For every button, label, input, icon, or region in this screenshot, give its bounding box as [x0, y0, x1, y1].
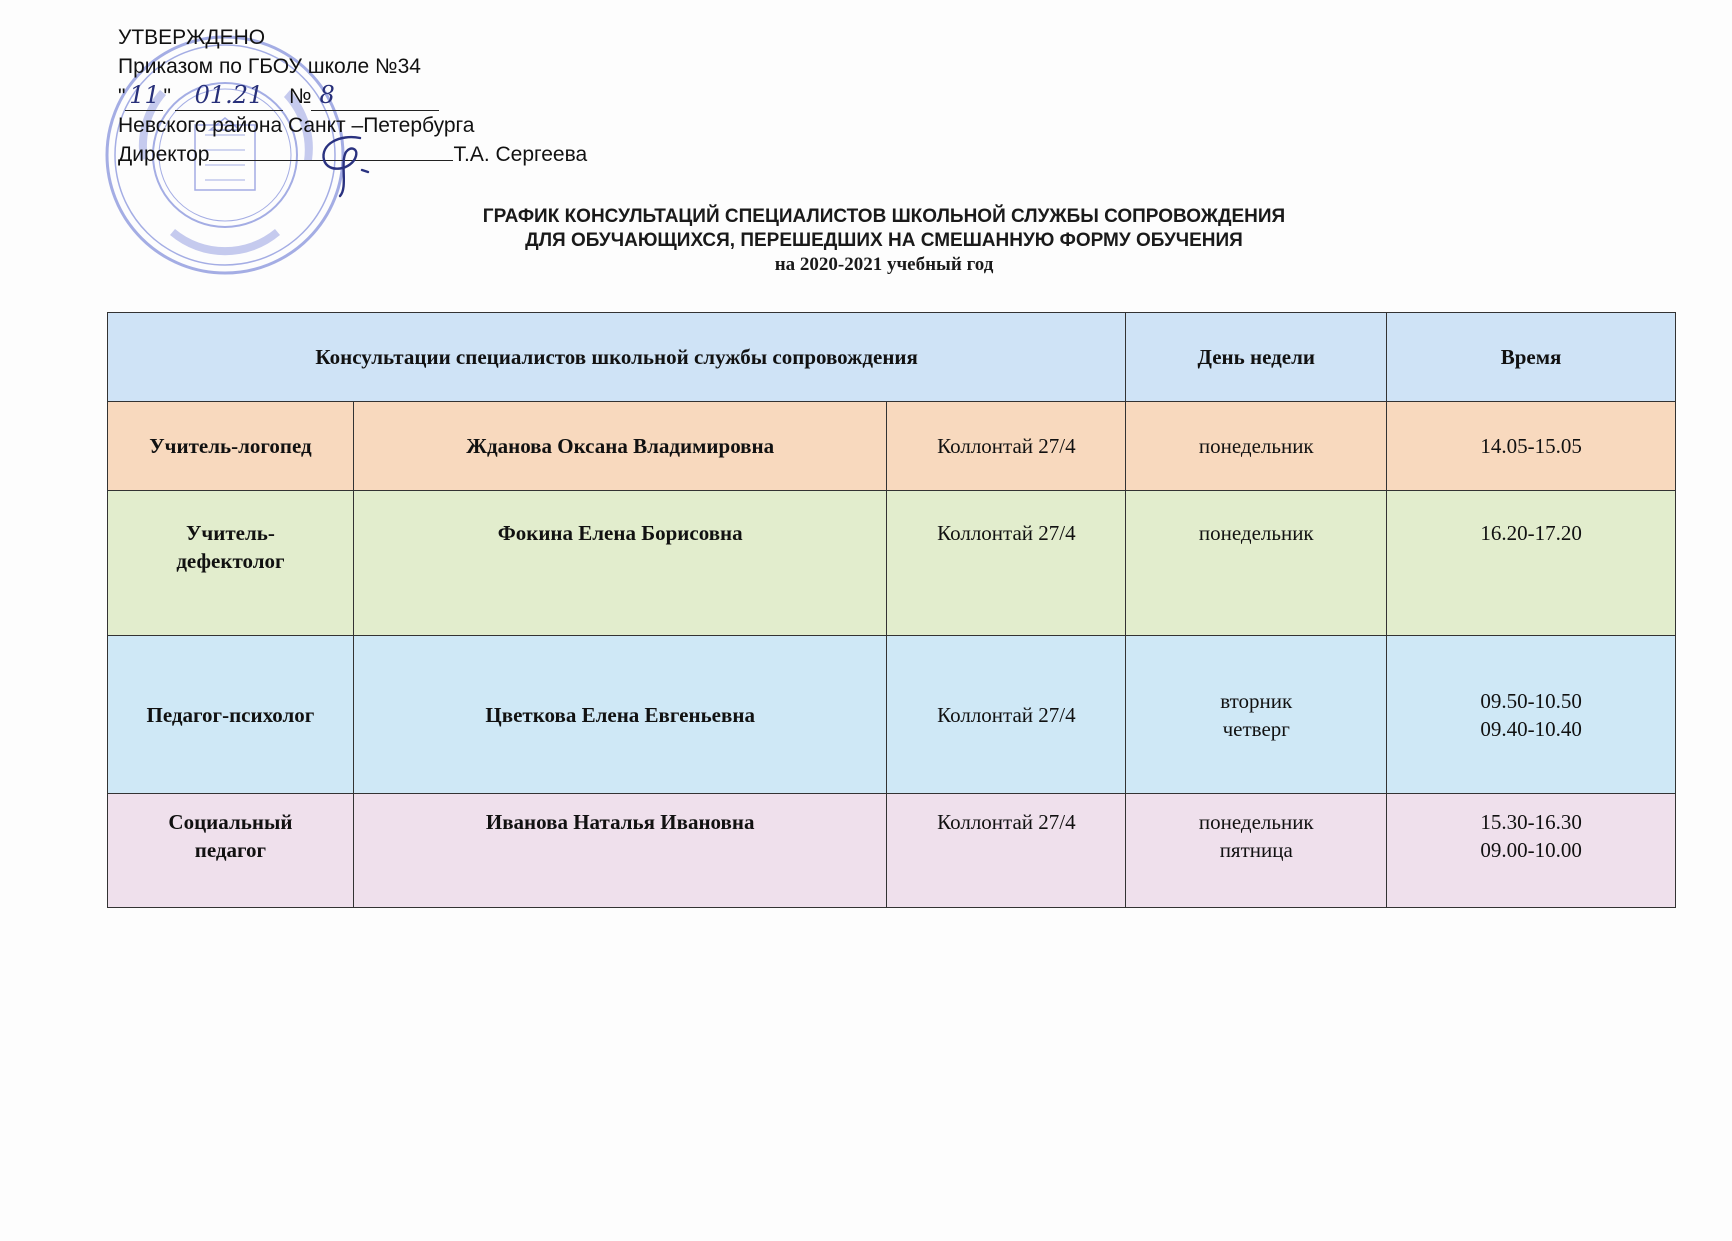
approval-heading: УТВЕРЖДЕНО: [118, 26, 266, 49]
approval-director-line: [118, 140, 678, 170]
header-consultations: Консультации специалистов школьной службы сопровождения: [108, 313, 1126, 402]
cell-name: Цветкова Елена Евгеньевна: [353, 636, 887, 794]
document-title: [0, 205, 1732, 277]
date-mid-quote: ": [163, 85, 171, 108]
approval-date-line: [118, 81, 678, 112]
cell-day: понедельник: [1126, 402, 1387, 491]
cell-time: [1387, 794, 1676, 908]
cell-role: [108, 491, 354, 636]
cell-name: Иванова Наталья Ивановна: [353, 794, 887, 908]
approval-date-day: 11: [125, 81, 163, 111]
approval-block: [118, 24, 678, 170]
cell-time: 16.20-17.20: [1387, 491, 1676, 636]
cell-day-line: пятница: [1219, 838, 1293, 862]
header-time: Время: [1387, 313, 1676, 402]
table-row: [108, 636, 1676, 794]
cell-name: Фокина Елена Борисовна: [353, 491, 887, 636]
cell-day: [1126, 794, 1387, 908]
approval-number-value: 8: [311, 81, 439, 111]
director-signature-line: [209, 140, 453, 161]
cell-address: Коллонтай 27/4: [887, 491, 1126, 636]
cell-role-line: Учитель-: [186, 521, 275, 545]
title-line-2: ДЛЯ ОБУЧАЮЩИХСЯ, ПЕРЕШЕДШИХ НА СМЕШАННУЮ ФОРМУ ОБУЧЕНИЯ: [525, 230, 1243, 251]
cell-role: Педагог-психолог: [108, 636, 354, 794]
table-row: [108, 491, 1676, 636]
cell-time-line: 15.30-16.30: [1480, 810, 1582, 834]
title-line-3: на 2020-2021 учебный год: [774, 254, 994, 275]
cell-role-line: дефектолог: [176, 549, 285, 573]
cell-name: Жданова Оксана Владимировна: [353, 402, 887, 491]
table-header-row: [108, 313, 1676, 402]
date-open-quote: ": [118, 85, 126, 108]
cell-day: [1126, 636, 1387, 794]
cell-role-line: педагог: [194, 838, 267, 862]
header-day: День недели: [1126, 313, 1387, 402]
cell-address: Коллонтай 27/4: [887, 794, 1126, 908]
cell-time-line: 09.40-10.40: [1480, 716, 1582, 741]
cell-day-line: четверг: [1222, 716, 1290, 741]
director-name: Т.А. Сергеева: [453, 143, 588, 166]
cell-time: 14.05-15.05: [1387, 402, 1676, 491]
approval-date-month-year: 01.21: [175, 81, 283, 111]
cell-address: Коллонтай 27/4: [887, 402, 1126, 491]
cell-day-line: вторник: [1220, 688, 1293, 713]
cell-day-line: понедельник: [1198, 810, 1314, 834]
approval-number-sign: №: [288, 85, 312, 108]
cell-role: [108, 794, 354, 908]
cell-role-line: Социальный: [168, 810, 293, 834]
approval-district-line: Невского района Санкт –Петербурга: [118, 113, 475, 137]
table-row: [108, 794, 1676, 908]
consultation-schedule-table: [107, 312, 1676, 908]
approval-order-line: Приказом по ГБОУ школе №34: [118, 54, 421, 78]
cell-address: Коллонтай 27/4: [887, 636, 1126, 794]
cell-role: Учитель-логопед: [108, 402, 354, 491]
cell-time-line: 09.50-10.50: [1480, 688, 1582, 713]
cell-time-line: 09.00-10.00: [1480, 838, 1582, 862]
table-row: [108, 402, 1676, 491]
director-label: Директор: [118, 143, 210, 166]
cell-time: [1387, 636, 1676, 794]
cell-day: понедельник: [1126, 491, 1387, 636]
title-line-1: ГРАФИК КОНСУЛЬТАЦИЙ СПЕЦИАЛИСТОВ ШКОЛЬНОЙ СЛУЖБЫ СОПРОВОЖДЕНИЯ: [482, 206, 1286, 227]
